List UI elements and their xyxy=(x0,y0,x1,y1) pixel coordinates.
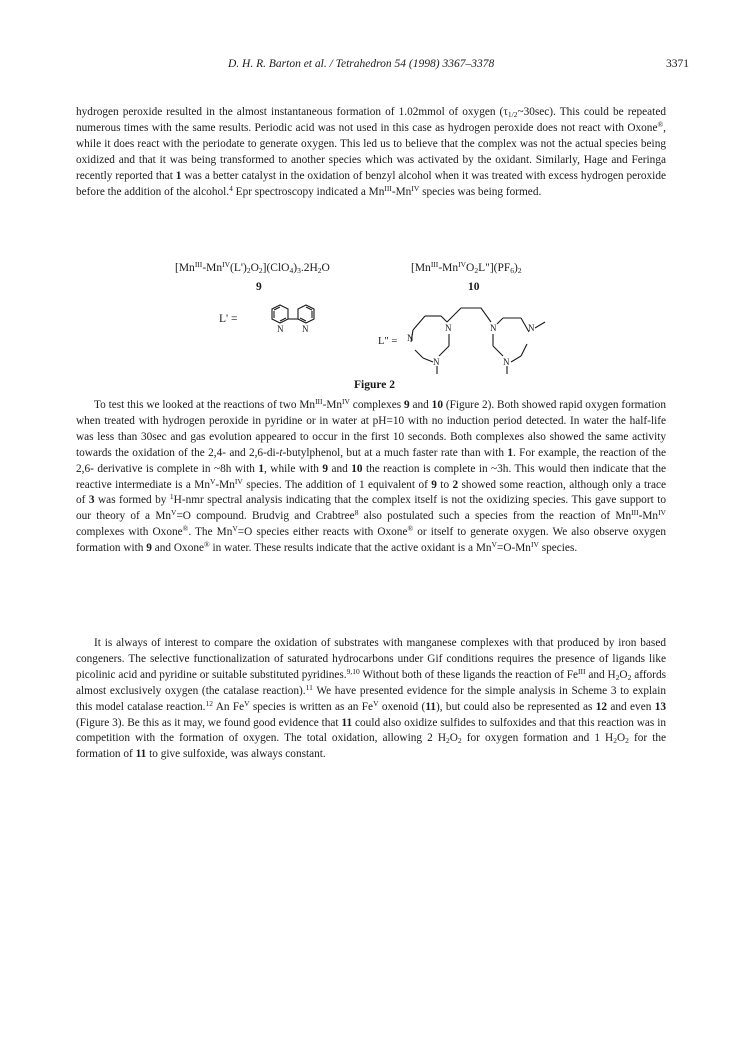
atom-n: N xyxy=(302,324,309,334)
figure-caption: Figure 2 xyxy=(354,379,395,391)
atom-n: N xyxy=(433,357,440,367)
ligand-ldouble-label: L" = xyxy=(378,336,398,347)
text-run: hydrogen peroxide resulted in the almost instantaneous formation of 1.02mmol of oxygen (τ xyxy=(76,106,508,118)
formula-complex-9: $[Mn^{III}-Mn^{IV}(L')_2O_2](ClO_4)_3.2H_2O$ xyxy=(175,260,330,275)
atom-n: N xyxy=(490,323,497,333)
text-run: , while it does react with the periodate to generate oxygen. This led us to believe that the complex was not the actual species being oxidized and that it was being transformed to another species which was activated by the oxidant. Similarly, Hage and Feringa recently reported that xyxy=(76,121,666,182)
registered-mark: ® xyxy=(657,119,664,129)
running-title: D. H. R. Barton et al. / Tetrahedron 54 (1998) 3367–3378 xyxy=(228,58,495,70)
text-run: Epr spectroscopy indicated a Mn xyxy=(232,185,385,198)
text-run: was a better catalyst in the oxidation of benzyl alcohol when it was treated with excess hydrogen peroxide before the addition of the alcohol. xyxy=(76,169,666,198)
oxidation-state: III xyxy=(384,183,392,193)
compound-number: 1 xyxy=(175,169,182,182)
ligand-lprime-label: L' = xyxy=(219,313,238,325)
paragraph-1 xyxy=(76,105,666,200)
bipyridine-structure xyxy=(266,301,326,335)
reference-mark: 4 xyxy=(229,183,233,193)
atom-n: N xyxy=(503,357,510,367)
atom-n: N xyxy=(528,323,535,333)
paragraph-2: To test this we looked at the reactions of two $Mn^{III}-Mn^{IV}$ complexes 9 and 10 (Figure 2). Both showed rapid oxygen formation when treated with hydrogen peroxide in pyridine or in water at pH=10 with no induction period detected. In water the half-life was less than 30sec and gas evolution appeared to occur in the first 10 seconds. Both complexes also showed the same activity towards the oxidation of the 2,4- and 2,6-di-t-butylphenol, but at a much faster rate than with 1. For example, the reaction of the 2,6- derivative is complete in ~8h with 1, while with 9 and 10 the reaction is complete in ~3h. This would then indicate that the reactive intermediate is a $Mn^V-Mn^{IV}$ species. The addition of 1 equivalent of 9 to 2 showed some reaction, although only a trace of 3 was formed by $^1$H-nmr spectral analysis indicating that the complex itself is not the oxidizing species. This gave support to our theory of a $Mn^V=O$ compound. Brudvig and Crabtree$^8$ also postulated such a species from the reaction of $Mn^{III}-Mn^{IV}$ complexes with Oxone®. The $Mn^V=O$ species either reacts with Oxone® or itself to generate oxygen. We also observe oxygen formation with 9 and Oxone® in water. These results indicate that the active oxidant is a $Mn^V=O-Mn^{IV}$ species. xyxy=(76,397,666,555)
formula-complex-10: $[Mn^{III}-Mn^{IV}O_2L"](PF_6)_2$ xyxy=(411,260,522,275)
running-header xyxy=(0,58,749,74)
tacn-dimer-structure xyxy=(395,300,555,376)
atom-n: N xyxy=(277,324,284,334)
text-run: ~30sec). This could be repeated numerous times with the same results. Periodic acid was not used in this case as hydrogen peroxide does not react with Oxone xyxy=(76,106,666,134)
oxidation-state: IV xyxy=(411,183,420,193)
page-number: 3371 xyxy=(666,58,689,70)
atom-n: N xyxy=(445,323,452,333)
compound-label-9: 9 xyxy=(256,281,262,293)
atom-n: N xyxy=(407,333,414,343)
paragraph-3: It is always of interest to compare the oxidation of substrates with manganese complexes with that produced by iron based congeners. The selective functionalization of saturated hydrocarbons under Gif conditions requires the presence of ligands like picolinic acid and pyridine or suitable substituted pyridines.$^{9,10}$ Without both of these ligands the reaction of $Fe^{III}$ and $H_2O_2$ affords almost exclusively oxygen (the catalase reaction).$^{11}$ We have presented evidence for the simple analysis in Scheme 3 to explain this model catalase reaction.$^{12}$ An $Fe^V$ species is written as an $Fe^V$ oxenoid (11), but could also be represented as 12 and even 13 (Figure 3). Be this as it may, we found good evidence that 11 could also oxidize sulfides to sulfoxides and that this reaction was in competition with the formation of oxygen. The total oxidation, allowing 2 $H_2O_2$ for oxygen formation and 1 $H_2O_2$ for the formation of 11 to give sulfoxide, was always constant. xyxy=(76,637,666,761)
text-run: species was being formed. xyxy=(419,185,542,198)
subscript: 1/2 xyxy=(507,110,518,119)
compound-label-10: 10 xyxy=(468,281,480,293)
text-run: -Mn xyxy=(391,185,412,198)
